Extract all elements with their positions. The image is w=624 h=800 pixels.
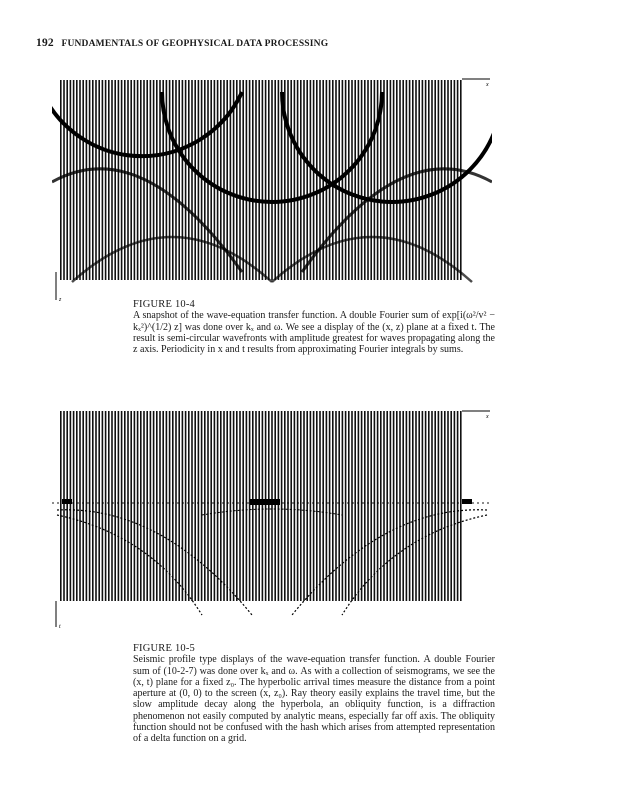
trace-line xyxy=(380,411,382,601)
x-axis-label: x xyxy=(486,414,489,420)
trace-line xyxy=(130,411,132,601)
trace-line xyxy=(233,411,235,601)
trace-line xyxy=(313,80,315,280)
trace-line xyxy=(345,80,347,280)
trace-line xyxy=(143,411,145,601)
trace-line xyxy=(76,411,78,601)
trace-line xyxy=(217,411,219,601)
trace-line xyxy=(332,411,334,601)
trace-line xyxy=(444,80,446,280)
trace-line xyxy=(377,80,379,280)
trace-line xyxy=(287,80,289,280)
trace-line xyxy=(262,80,264,280)
trace-line xyxy=(70,411,72,601)
z-axis-label: z xyxy=(59,297,62,303)
trace-line xyxy=(188,411,190,601)
trace-line xyxy=(153,80,155,280)
trace-line xyxy=(172,411,174,601)
trace-line xyxy=(287,411,289,601)
trace-line xyxy=(345,411,347,601)
trace-line xyxy=(236,80,238,280)
trace-line xyxy=(156,411,158,601)
trace-line xyxy=(271,80,273,280)
trace-line xyxy=(342,80,344,280)
trace-line xyxy=(102,80,104,280)
figure-10-4-caption xyxy=(133,299,495,355)
trace-line xyxy=(246,80,248,280)
trace-line xyxy=(73,411,75,601)
trace-line xyxy=(393,411,395,601)
trace-line xyxy=(294,80,296,280)
trace-line xyxy=(441,411,443,601)
trace-line xyxy=(108,80,110,280)
running-header xyxy=(36,37,328,49)
trace-line xyxy=(220,411,222,601)
trace-line xyxy=(66,411,68,601)
trace-line xyxy=(178,411,180,601)
trace-line xyxy=(258,80,260,280)
trace-line xyxy=(188,80,190,280)
trace-line xyxy=(214,80,216,280)
trace-line xyxy=(198,411,200,601)
trace-line xyxy=(460,411,462,601)
trace-line xyxy=(428,411,430,601)
trace-line xyxy=(102,411,104,601)
trace-line xyxy=(236,411,238,601)
trace-line xyxy=(114,411,116,601)
trace-line xyxy=(105,411,107,601)
trace-line xyxy=(457,411,459,601)
trace-line xyxy=(274,80,276,280)
trace-line xyxy=(178,80,180,280)
trace-line xyxy=(361,80,363,280)
trace-line xyxy=(140,80,142,280)
trace-line xyxy=(281,411,283,601)
trace-line xyxy=(367,411,369,601)
trace-line xyxy=(364,411,366,601)
trace-line xyxy=(364,80,366,280)
trace-line xyxy=(383,411,385,601)
trace-line xyxy=(246,411,248,601)
trace-line xyxy=(447,411,449,601)
trace-line xyxy=(169,80,171,280)
trace-line xyxy=(79,411,81,601)
trace-line xyxy=(89,80,91,280)
trace-line xyxy=(374,80,376,280)
trace-line xyxy=(130,80,132,280)
trace-line xyxy=(198,80,200,280)
trace-line xyxy=(201,411,203,601)
trace-line xyxy=(326,411,328,601)
trace-line xyxy=(92,411,94,601)
trace-line xyxy=(70,80,72,280)
trace-line xyxy=(332,80,334,280)
trace-line xyxy=(390,411,392,601)
trace-line xyxy=(156,80,158,280)
trace-line xyxy=(111,80,113,280)
trace-line xyxy=(242,411,244,601)
trace-line xyxy=(217,80,219,280)
trace-line xyxy=(255,411,257,601)
trace-line xyxy=(249,80,251,280)
trace-line xyxy=(434,80,436,280)
trace-line xyxy=(418,411,420,601)
trace-line xyxy=(175,80,177,280)
trace-line xyxy=(98,411,100,601)
trace-line xyxy=(242,80,244,280)
trace-line xyxy=(66,80,68,280)
trace-line xyxy=(214,411,216,601)
trace-line xyxy=(418,80,420,280)
trace-line xyxy=(239,80,241,280)
trace-line xyxy=(450,80,452,280)
trace-line xyxy=(230,411,232,601)
trace-line xyxy=(150,80,152,280)
trace-line xyxy=(322,411,324,601)
trace-line xyxy=(351,80,353,280)
trace-line xyxy=(377,411,379,601)
trace-line xyxy=(450,411,452,601)
trace-line xyxy=(431,80,433,280)
trace-line xyxy=(348,80,350,280)
trace-line xyxy=(124,411,126,601)
trace-line xyxy=(124,80,126,280)
trace-line xyxy=(98,80,100,280)
trace-line xyxy=(434,411,436,601)
trace-line xyxy=(425,411,427,601)
figure-10-5-label: FIGURE 10-5 xyxy=(133,643,195,654)
trace-line xyxy=(316,411,318,601)
trace-line xyxy=(210,411,212,601)
trace-line xyxy=(303,80,305,280)
trace-line xyxy=(358,80,360,280)
trace-line xyxy=(108,411,110,601)
trace-line xyxy=(226,411,228,601)
trace-line xyxy=(191,80,193,280)
trace-line xyxy=(159,80,161,280)
trace-line xyxy=(271,411,273,601)
trace-line xyxy=(399,411,401,601)
trace-line xyxy=(137,80,139,280)
trace-line xyxy=(297,80,299,280)
trace-line xyxy=(166,411,168,601)
trace-line xyxy=(95,411,97,601)
trace-line xyxy=(306,411,308,601)
trace-line xyxy=(342,411,344,601)
trace-line xyxy=(386,80,388,280)
trace-line xyxy=(73,80,75,280)
trace-line xyxy=(265,80,267,280)
trace-line xyxy=(383,80,385,280)
trace-line xyxy=(444,411,446,601)
trace-line xyxy=(79,80,81,280)
trace-line xyxy=(409,80,411,280)
trace-line xyxy=(146,411,148,601)
running-title: FUNDAMENTALS OF GEOPHYSICAL DATA PROCESSING xyxy=(61,39,329,49)
trace-line xyxy=(204,411,206,601)
trace-line xyxy=(303,411,305,601)
trace-line xyxy=(63,80,65,280)
trace-line xyxy=(300,411,302,601)
trace-line xyxy=(361,411,363,601)
trace-line xyxy=(169,411,171,601)
trace-line xyxy=(150,411,152,601)
trace-line xyxy=(338,411,340,601)
trace-line xyxy=(278,80,280,280)
trace-line xyxy=(134,411,136,601)
trace-line xyxy=(89,411,91,601)
trace-line xyxy=(354,411,356,601)
trace-line xyxy=(290,411,292,601)
figure-10-5-caption xyxy=(133,643,495,745)
trace-line xyxy=(63,411,65,601)
figure-10-4-wavefront-plot xyxy=(52,72,492,307)
trace-line xyxy=(220,80,222,280)
trace-line xyxy=(354,80,356,280)
trace-line xyxy=(393,80,395,280)
t-axis-marker xyxy=(56,601,61,630)
trace-line xyxy=(386,411,388,601)
trace-line xyxy=(390,80,392,280)
trace-line xyxy=(191,411,193,601)
trace-line xyxy=(159,411,161,601)
trace-line xyxy=(182,411,184,601)
trace-line xyxy=(441,80,443,280)
trace-line xyxy=(95,80,97,280)
trace-line xyxy=(182,80,184,280)
trace-line xyxy=(454,411,456,601)
trace-line xyxy=(82,411,84,601)
trace-line xyxy=(290,80,292,280)
trace-line xyxy=(406,411,408,601)
trace-line xyxy=(172,80,174,280)
trace-line xyxy=(409,411,411,601)
trace-line xyxy=(82,80,84,280)
x-axis-label: x xyxy=(486,82,489,88)
trace-line xyxy=(367,80,369,280)
trace-line xyxy=(374,411,376,601)
trace-line xyxy=(265,411,267,601)
trace-line xyxy=(194,411,196,601)
trace-line xyxy=(223,411,225,601)
trace-line xyxy=(415,80,417,280)
trace-line xyxy=(194,80,196,280)
trace-line xyxy=(431,411,433,601)
trace-line xyxy=(162,411,164,601)
trace-line xyxy=(278,411,280,601)
figure-10-4-label: FIGURE 10-4 xyxy=(133,299,195,310)
trace-line xyxy=(294,411,296,601)
trace-line xyxy=(406,80,408,280)
trace-line xyxy=(127,411,129,601)
figure-10-4-caption-text: A snapshot of the wave-equation transfer function. A double Fourier sum of exp[i(ω²/v² − kₓ²)^(1/2) z] was done over kₓ and ω. We see a display of the (x, z) plane at a fixed t. The result is semi-circular wavefronts with amplitude greatest for waves propagating along the z axis. Periodicity in x and t results from approximating Fourier integrals by sums. xyxy=(133,310,495,356)
trace-line xyxy=(415,411,417,601)
trace-line xyxy=(370,411,372,601)
trace-line xyxy=(310,411,312,601)
trace-line xyxy=(438,411,440,601)
trace-line xyxy=(175,411,177,601)
trace-line xyxy=(140,411,142,601)
trace-line xyxy=(185,80,187,280)
trace-line xyxy=(370,80,372,280)
trace-line xyxy=(166,80,168,280)
trace-line xyxy=(185,411,187,601)
trace-line xyxy=(262,411,264,601)
trace-line xyxy=(319,411,321,601)
trace-line xyxy=(274,411,276,601)
trace-line xyxy=(86,411,88,601)
trace-line xyxy=(239,411,241,601)
trace-line xyxy=(258,411,260,601)
trace-line xyxy=(134,80,136,280)
trace-line xyxy=(351,411,353,601)
seismogram-raster xyxy=(60,411,462,601)
trace-line xyxy=(335,411,337,601)
trace-line xyxy=(348,411,350,601)
trace-line xyxy=(297,411,299,601)
trace-line xyxy=(127,80,129,280)
trace-line xyxy=(310,80,312,280)
trace-line xyxy=(412,411,414,601)
trace-line xyxy=(306,80,308,280)
trace-line xyxy=(210,80,212,280)
trace-line xyxy=(402,80,404,280)
trace-line xyxy=(118,411,120,601)
trace-line xyxy=(86,80,88,280)
trace-line xyxy=(447,80,449,280)
trace-line xyxy=(153,411,155,601)
trace-line xyxy=(121,411,123,601)
trace-line xyxy=(284,411,286,601)
trace-line xyxy=(252,411,254,601)
trace-line xyxy=(201,80,203,280)
x-axis-marker xyxy=(462,411,490,420)
trace-line xyxy=(402,411,404,601)
trace-line xyxy=(412,80,414,280)
figure-10-5-seismogram-plot xyxy=(52,405,492,630)
trace-line xyxy=(92,80,94,280)
trace-line xyxy=(76,80,78,280)
trace-line xyxy=(252,80,254,280)
trace-line xyxy=(111,411,113,601)
trace-line xyxy=(60,80,62,280)
t-axis-label: t xyxy=(59,624,61,630)
trace-line xyxy=(255,80,257,280)
trace-line xyxy=(249,411,251,601)
x-axis-marker xyxy=(462,79,490,88)
trace-line xyxy=(105,80,107,280)
trace-line xyxy=(329,411,331,601)
page-number: 192 xyxy=(36,37,54,49)
trace-line xyxy=(137,411,139,601)
figure-10-5-caption-text: Seismic profile type displays of the wave-equation transfer function. A double Fourier sum of (10-2-7) was done over kₓ and ω. As with a collection of seismograms, we see the (x, t) plane for a fixed z₀. The hyperbolic arrival times measure the distance from a point aperture at (0, 0) to the screen (x, z₀). Ray theory easily explains the travel time, but the slow amplitude decay along the hyperbola, an obliquity function, is a diffraction phenomenon not easily computed by analytic means, especially far off axis. The obliquity function should not be confused with the hash which arises from attempted representation of a delta function on a grid. xyxy=(133,654,495,745)
trace-line xyxy=(422,411,424,601)
trace-line xyxy=(358,411,360,601)
trace-line xyxy=(438,80,440,280)
trace-line xyxy=(60,411,62,601)
trace-line xyxy=(268,80,270,280)
trace-line xyxy=(313,411,315,601)
trace-line xyxy=(396,411,398,601)
trace-line xyxy=(300,80,302,280)
trace-line xyxy=(207,411,209,601)
trace-line xyxy=(268,411,270,601)
